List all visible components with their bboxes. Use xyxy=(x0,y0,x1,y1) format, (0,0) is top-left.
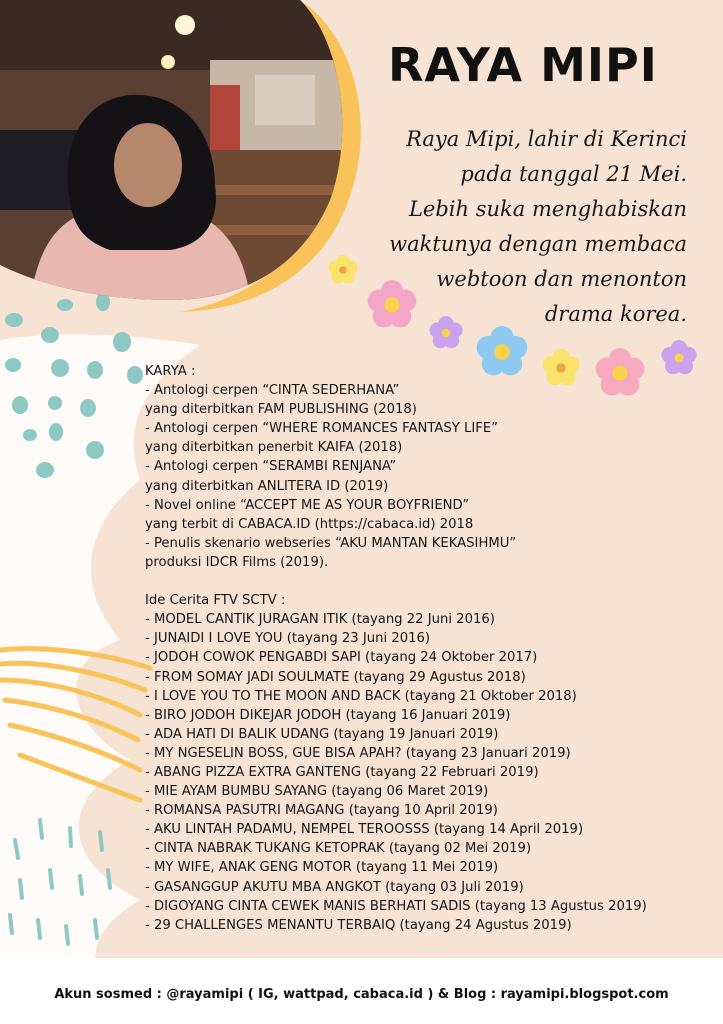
karya-line: - Antologi cerpen “CINTA SEDERHANA” xyxy=(145,383,400,399)
author-name: RAYA MIPI xyxy=(388,38,658,92)
spacer xyxy=(145,572,715,591)
ftv-heading: Ide Cerita FTV SCTV : xyxy=(145,593,286,609)
ftv-item: - GASANGGUP AKUTU MBA ANGKOT (tayang 03 Juli 2019) xyxy=(145,879,524,895)
karya-line: yang terbit di CABACA.ID (https://cabaca.id) 2018 xyxy=(145,516,474,532)
works-list xyxy=(145,362,715,935)
ftv-item: - JODOH COWOK PENGABDI SAPI (tayang 24 Oktober 2017) xyxy=(145,650,538,666)
ftv-item: - BIRO JODOH DIKEJAR JODOH (tayang 16 Januari 2019) xyxy=(145,707,511,723)
karya-line: - Antologi cerpen “WHERE ROMANCES FANTASY LIFE” xyxy=(145,421,498,437)
ftv-item: - JUNAIDI I LOVE YOU (tayang 23 Juni 2016) xyxy=(145,631,431,647)
bio-line: Raya Mipi, lahir di Kerinci xyxy=(406,127,687,151)
ftv-item: - I LOVE YOU TO THE MOON AND BACK (tayang 21 Oktober 2018) xyxy=(145,688,577,704)
ftv-item: - FROM SOMAY JADI SOULMATE (tayang 29 Agustus 2018) xyxy=(145,669,526,685)
bio-line: Lebih suka menghabiskan xyxy=(408,197,687,221)
ftv-item: - MY NGESELIN BOSS, GUE BISA APAH? (tayang 23 Januari 2019) xyxy=(145,745,571,761)
footer-social-info: Akun sosmed : @rayamipi ( IG, wattpad, cabaca.id ) & Blog : rayamipi.blogspot.com xyxy=(54,987,669,1002)
bio-line: webtoon dan menonton xyxy=(436,267,687,291)
ftv-item: - ROMANSA PASUTRI MAGANG (tayang 10 April 2019) xyxy=(145,803,498,819)
ftv-item: - CINTA NABRAK TUKANG KETOPRAK (tayang 02 Mei 2019) xyxy=(145,841,532,857)
karya-line: yang diterbitkan penerbit KAIFA (2018) xyxy=(145,440,403,456)
karya-line: produksi IDCR Films (2019). xyxy=(145,554,329,570)
ftv-item: - MODEL CANTIK JURAGAN ITIK (tayang 22 Juni 2016) xyxy=(145,612,495,628)
ftv-item: - AKU LINTAH PADAMU, NEMPEL TEROOSSS (tayang 14 April 2019) xyxy=(145,822,584,838)
ftv-item: - DIGOYANG CINTA CEWEK MANIS BERHATI SADIS (tayang 13 Agustus 2019) xyxy=(145,898,647,914)
karya-heading: KARYA : xyxy=(145,364,196,379)
karya-line: - Antologi cerpen “SERAMBI RENJANA” xyxy=(145,459,397,475)
karya-line: - Penulis skenario webseries “AKU MANTAN KEKASIHMU” xyxy=(145,535,517,551)
author-bio xyxy=(357,122,687,332)
ftv-item: - MIE AYAM BUMBU SAYANG (tayang 06 Maret 2019) xyxy=(145,784,489,800)
ftv-item: - ADA HATI DI BALIK UDANG (tayang 19 Januari 2019) xyxy=(145,726,499,742)
karya-line: - Novel online “ACCEPT ME AS YOUR BOYFRIEND” xyxy=(145,497,470,513)
flower-yellow-small xyxy=(328,255,357,284)
ftv-item: - MY WIFE, ANAK GENG MOTOR (tayang 11 Mei 2019) xyxy=(145,860,499,876)
ftv-item: - 29 CHALLENGES MENANTU TERBAIQ (tayang 24 Agustus 2019) xyxy=(145,917,572,933)
bio-line: waktunya dengan membaca xyxy=(389,232,687,256)
karya-line: yang diterbitkan FAM PUBLISHING (2018) xyxy=(145,402,417,418)
bio-line: drama korea. xyxy=(544,302,687,326)
bio-line: pada tanggal 21 Mei. xyxy=(460,162,687,186)
karya-line: yang diterbitkan ANLITERA ID (2019) xyxy=(145,478,389,494)
ftv-item: - ABANG PIZZA EXTRA GANTENG (tayang 22 Februari 2019) xyxy=(145,764,539,780)
